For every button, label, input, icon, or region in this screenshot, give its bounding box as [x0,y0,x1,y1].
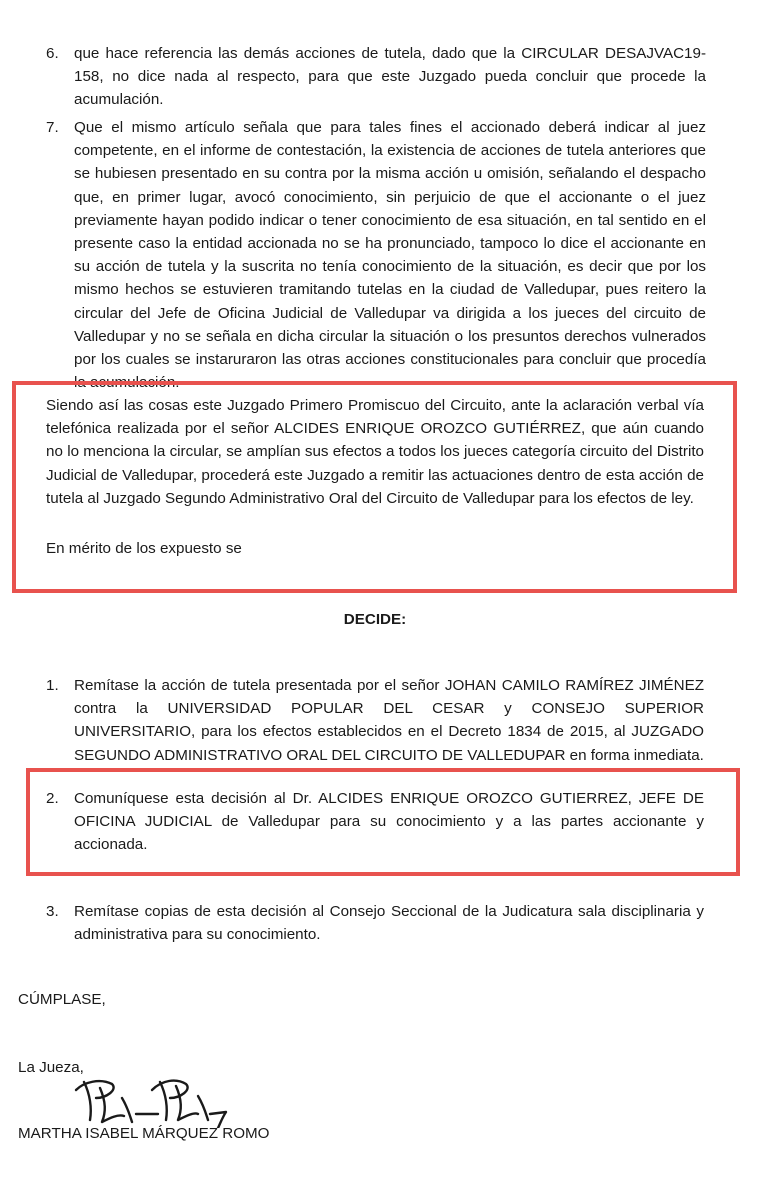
cumplase-line: CÚMPLASE, [18,991,106,1008]
handwritten-signature [66,1068,236,1128]
list-item-text: Que el mismo artículo señala que para tales fines el accionado deberá indicar al juez competente, en el informe de contestación, la existencia de acciones de tutela anteriores que se hubiesen presentado en su contra por la misma acción u omisión, señalando el despacho que, en primer lugar, avocó conocimiento, sin perjuicio de que el accionante o el juez previamente hayan podido indicar o tener conocimiento de esa situación, en tal sentido en el presente caso la entidad accionada no se ha pronunciado, tampoco lo dice el accionante en su acción de tutela y la suscrita no tenía conocimiento de la situación, es decir que por los mismo hechos se estuvieren tramitando tutelas en la ciudad de Valledupar, pues reitero la circular del Jefe de Oficina Judicial de Valledupar va dirigida a los jueces del circuito de Valledupar y no se señala en dicha circular la situación o los presuntos derechos vulnerados por los cuales se instaruraron las otras acciones constitucionales para concluir que procedía la acumulación. [74,119,706,392]
signer-title: La Jueza, [18,1059,84,1076]
decision-text: Remítase la acción de tutela presentada por el señor JOHAN CAMILO RAMÍREZ JIMÉNEZ contra la UNIVERSIDAD POPULAR DEL CESAR y CONSEJO SUPERIOR UNIVERSITARIO, para los efectos establecidos en el Decreto 1834 de 2015, al JUZGADO SEGUNDO ADMINISTRATIVO ORAL DEL CIRCUITO DE VALLEDUPAR en forma inmediata. [74,677,704,764]
decide-heading: DECIDE: [343,611,407,628]
decision-number: 3. [46,903,59,920]
list-item-number: 7. [46,119,59,136]
decision-text: Remítase copias de esta decisión al Consejo Seccional de la Judicatura sala disciplinaria y administrativa para su conocimiento. [74,903,704,944]
merit-line: En mérito de los expuesto se [46,540,242,557]
decision-number: 1. [46,677,59,694]
list-item-text: que hace referencia las demás acciones de tutela, dado que la CIRCULAR DESAJVAC19-158, no dice nada al respecto, para que este Juzgado pueda concluir que procede la acumulación. [74,45,706,109]
decision-number: 2. [46,790,59,807]
clarification-paragraph: Siendo así las cosas este Juzgado Primero Promiscuo del Circuito, ante la aclaración verbal vía telefónica realizada por el señor ALCIDES ENRIQUE OROZCO GUTIÉRREZ, que aún cuando no lo menciona la circular, se amplían sus efectos a todos los jueces categoría circuito del Distrito Judicial de Valledupar, procederá este Juzgado a remitir las actuaciones dentro de esta acción de tutela al Juzgado Segundo Administrativo Oral del Circuito de Valledupar para los efectos de ley. [46,397,704,507]
decision-text: Comuníquese esta decisión al Dr. ALCIDES ENRIQUE OROZCO GUTIERREZ, JEFE DE OFICINA JUDICIAL de Valledupar para su conocimiento y a las partes accionante y accionada. [74,790,704,854]
signer-name: MARTHA ISABEL MÁRQUEZ ROMO [18,1125,270,1142]
list-item-number: 6. [46,45,59,62]
